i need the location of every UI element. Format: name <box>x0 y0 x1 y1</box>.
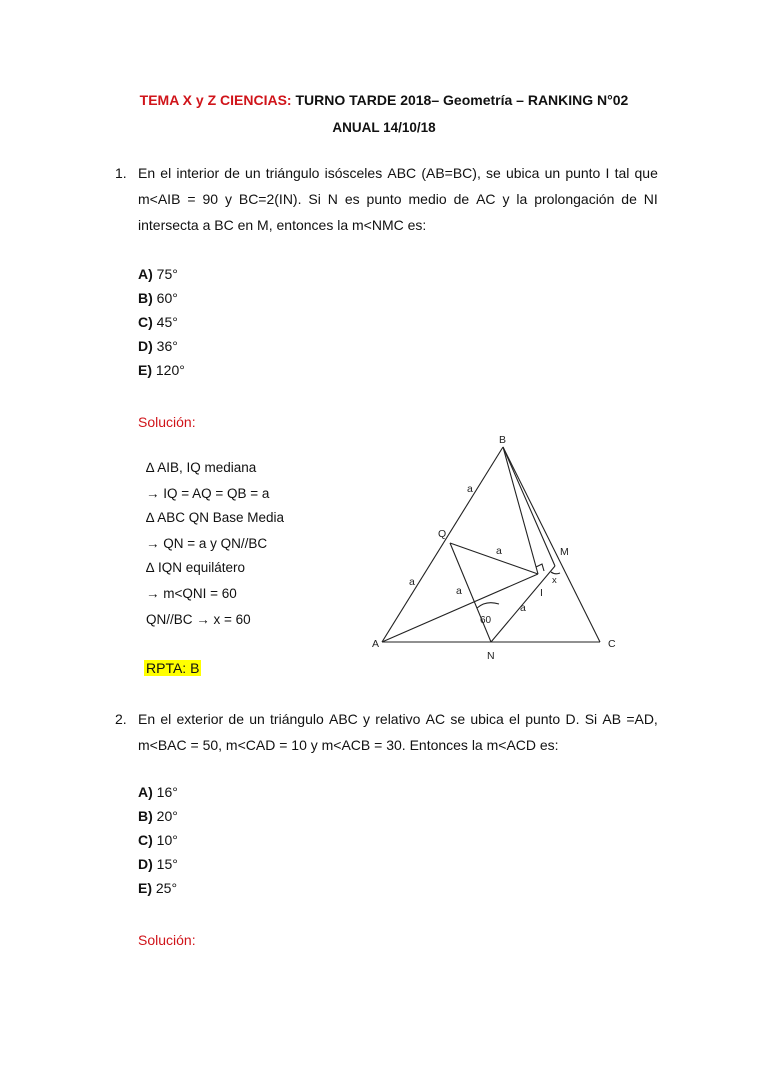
word: 90 <box>202 191 219 207</box>
word: la <box>516 191 528 207</box>
q2-option-a: A) 16° <box>138 784 178 800</box>
title-tag: TEMA X y Z CIENCIAS: <box>139 92 292 108</box>
title-rest: TURNO TARDE 2018– Geometría – RANKING N°02 <box>291 92 629 108</box>
word: un <box>544 165 561 181</box>
label-b: B <box>499 434 507 446</box>
label-c: C <box>608 638 616 650</box>
word: BC=2(IN). <box>238 191 302 207</box>
word: interior <box>176 165 220 181</box>
label-i: I <box>540 587 543 599</box>
q2-option-d: D) 15° <box>138 856 178 872</box>
word: m<AIB <box>138 191 181 207</box>
q2-option-b: B) 20° <box>138 808 178 824</box>
word: AC <box>425 711 446 727</box>
geometry-figure <box>368 430 628 665</box>
label-q: Q <box>438 528 447 540</box>
word: el <box>160 711 172 727</box>
q1-option-b: B) 60° <box>138 290 178 306</box>
word: Si <box>308 191 321 207</box>
q1-line-3: intersecta a BC en M, entonces la m<NMC es: <box>138 217 427 233</box>
label-a-ni: a <box>520 602 526 614</box>
word: medio <box>408 191 447 207</box>
word: punto <box>525 711 561 727</box>
q2-option-c: C) 10° <box>138 832 178 848</box>
word: N <box>327 191 338 207</box>
word: y <box>502 191 510 207</box>
q2-line-1 <box>138 706 658 732</box>
q1-step-6: → m<QNI = 60 <box>146 586 237 601</box>
word: que <box>634 165 658 181</box>
q1-number: 1. <box>115 165 127 181</box>
word: (AB=BC), <box>421 165 481 181</box>
word: ubica <box>470 711 504 727</box>
q1-option-e: E) 120° <box>138 362 185 378</box>
word: triángulo <box>270 711 324 727</box>
label-a-qn: a <box>456 585 462 597</box>
word: relativo <box>375 711 421 727</box>
word: Si <box>584 711 598 727</box>
label-x: x <box>552 575 557 586</box>
side-bc <box>503 447 600 642</box>
word: y <box>224 191 232 207</box>
q1-step-5: ∆ IQN equilátero <box>146 560 246 575</box>
segment-qi <box>450 543 538 574</box>
page-subtitle: ANUAL 14/10/18 <box>332 120 436 135</box>
angle-arc-60 <box>477 603 499 608</box>
word: se <box>486 165 501 181</box>
q2-option-e: E) 25° <box>138 880 178 896</box>
label-a-aq: a <box>409 576 415 588</box>
q1-step-7: QN//BC → x = 60 <box>146 612 251 627</box>
angle-arc-x <box>551 572 560 574</box>
label-a: A <box>372 638 380 650</box>
word: =AD, <box>626 711 658 727</box>
word: tal <box>614 165 630 181</box>
word: exterior <box>176 711 224 727</box>
q1-option-c: C) 45° <box>138 314 178 330</box>
label-a-qi: a <box>496 545 502 557</box>
word: el <box>509 711 520 727</box>
word: de <box>228 711 244 727</box>
q1-step-4: → QN = a y QN//BC <box>146 536 268 551</box>
word: un <box>245 165 261 181</box>
word: ABC <box>387 165 417 181</box>
word: ubica <box>505 165 540 181</box>
word: isósceles <box>324 165 383 181</box>
word: prolongación <box>534 191 615 207</box>
side-ab <box>382 447 503 642</box>
word: el <box>160 165 172 181</box>
word: de <box>621 191 637 207</box>
q2-number: 2. <box>115 711 127 727</box>
q1-option-a: A) 75° <box>138 266 178 282</box>
segment-bi <box>503 447 538 574</box>
q1-step-3: ∆ ABC QN Base Media <box>146 510 285 525</box>
label-a-qb: a <box>467 483 473 495</box>
q2-line-2: m<BAC = 50, m<CAD = 10 y m<ACB = 30. Entonces la m<ACD es: <box>138 737 559 753</box>
word: AC <box>476 191 496 207</box>
segment-b-inner <box>503 447 555 566</box>
q1-answer <box>144 660 201 676</box>
answer-highlight: RPTA: B <box>146 660 200 676</box>
q1-solution-label: Solución: <box>138 414 196 430</box>
q1-step-1: ∆ AIB, IQ mediana <box>146 460 257 475</box>
word: es <box>344 191 360 207</box>
word: punto <box>366 191 402 207</box>
word: punto <box>565 165 601 181</box>
q1-line-1 <box>138 160 658 186</box>
q2-solution-label: Solución: <box>138 932 196 948</box>
label-angle-60: 60 <box>480 615 492 626</box>
word: D. <box>565 711 580 727</box>
word: y <box>363 711 371 727</box>
word: En <box>138 165 156 181</box>
word: NI <box>643 191 658 207</box>
word: de <box>224 165 240 181</box>
word: ABC <box>328 711 358 727</box>
word: se <box>450 711 466 727</box>
page-title <box>0 92 768 108</box>
q1-step-2: → IQ = AQ = QB = a <box>146 486 270 501</box>
word: = <box>187 191 196 207</box>
label-n: N <box>487 650 495 662</box>
word: AB <box>602 711 622 727</box>
label-m: M <box>560 546 569 558</box>
word: En <box>138 711 156 727</box>
word: triángulo <box>265 165 320 181</box>
word: un <box>249 711 265 727</box>
q1-option-d: D) 36° <box>138 338 178 354</box>
word: de <box>453 191 470 207</box>
word: I <box>605 165 610 181</box>
q1-line-2 <box>138 186 658 212</box>
